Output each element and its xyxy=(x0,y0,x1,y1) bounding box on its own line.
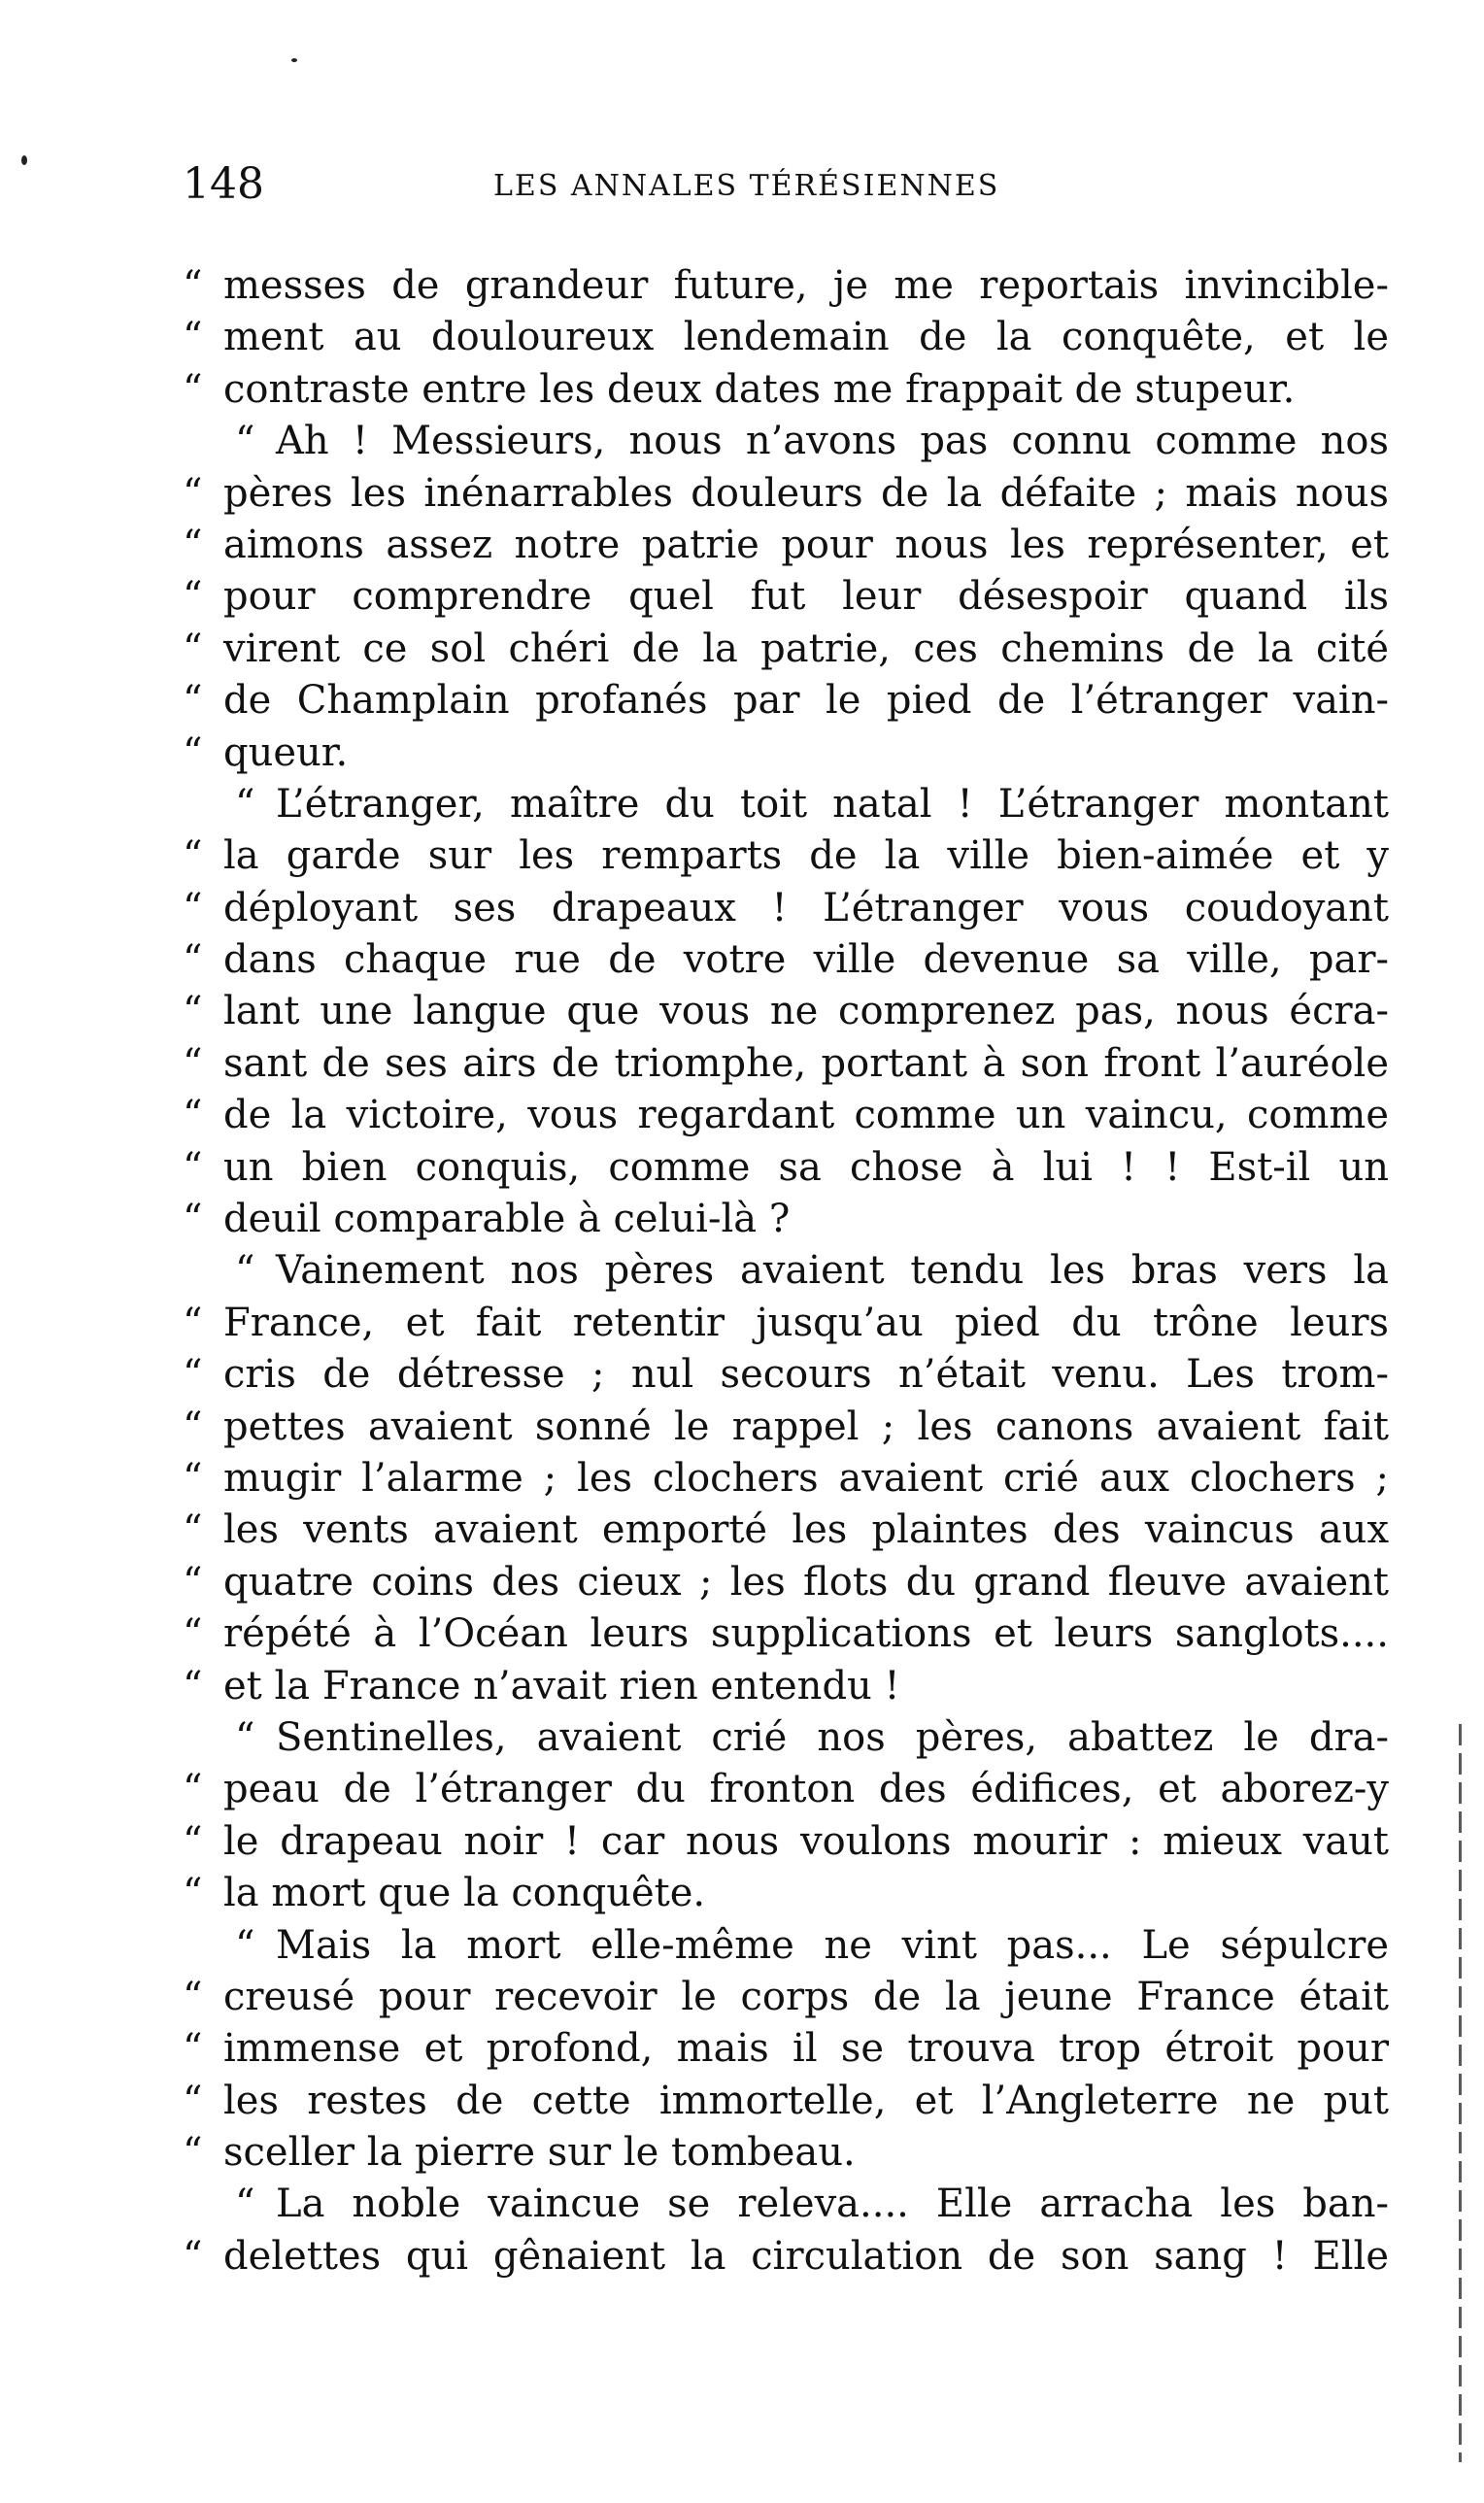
text-line xyxy=(183,1298,1389,1349)
line-text: Ah ! Messieurs, nous n’avons pas connu comme nos xyxy=(276,419,1389,464)
line-text: pères les inénarrables douleurs de la défaite ; mais nous xyxy=(223,470,1389,516)
line-text: delettes qui gênaient la circulation de son sang ! Elle xyxy=(223,2233,1389,2279)
quote-mark: “ xyxy=(235,2182,255,2227)
quote-mark: “ xyxy=(183,2130,203,2176)
margin-scan-artifact xyxy=(1459,1724,1462,2462)
quote-mark: “ xyxy=(183,626,203,671)
text-line xyxy=(183,1712,1389,1764)
text-line xyxy=(183,312,1389,363)
text-line xyxy=(183,624,1389,675)
scan-speck xyxy=(291,58,297,62)
line-text: ment au douloureux lendemain de la conquête, et le xyxy=(223,315,1389,360)
line-text: immense et profond, mais il se trouva trop étroit pour xyxy=(223,2026,1389,2072)
quote-mark: “ xyxy=(183,263,203,308)
line-text: Mais la mort elle-même ne vint pas... Le sépulcre xyxy=(276,1922,1389,1968)
line-text: et la France n’avait rien entendu ! xyxy=(223,1663,900,1708)
quote-mark: “ xyxy=(183,574,203,620)
text-line xyxy=(183,468,1389,520)
quote-mark: “ xyxy=(235,781,255,827)
line-text: aimons assez notre patrie pour nous les représenter, et xyxy=(223,522,1389,567)
line-text: sceller la pierre sur le tombeau. xyxy=(223,2130,856,2176)
quote-mark: “ xyxy=(183,1197,203,1242)
quote-mark: “ xyxy=(183,1093,203,1138)
quote-mark: “ xyxy=(183,2026,203,2072)
text-line xyxy=(183,986,1389,1037)
line-text: la garde sur les remparts de la ville bien-aimée et y xyxy=(223,833,1389,879)
quote-mark: “ xyxy=(183,2078,203,2123)
text-line xyxy=(183,2127,1389,2179)
line-text: mugir l’alarme ; les clochers avaient crié aux clochers ; xyxy=(223,1455,1389,1501)
quote-mark: “ xyxy=(183,1352,203,1398)
quote-mark: “ xyxy=(183,678,203,724)
quote-mark: “ xyxy=(183,1507,203,1553)
text-line xyxy=(183,571,1389,623)
quote-mark: “ xyxy=(183,1767,203,1812)
quote-mark: “ xyxy=(183,1300,203,1345)
quote-mark: “ xyxy=(183,470,203,516)
quote-mark: “ xyxy=(183,833,203,879)
quote-mark: “ xyxy=(183,1818,203,1864)
line-text: de la victoire, vous regardant comme un vaincu, comme xyxy=(223,1093,1389,1138)
text-line xyxy=(183,1194,1389,1245)
line-text: contraste entre les deux dates me frappait de stupeur. xyxy=(223,366,1296,412)
line-text: Vainement nos pères avaient tendu les bras vers la xyxy=(276,1248,1389,1294)
line-text: le drapeau noir ! car nous voulons mourir : mieux vaut xyxy=(223,1818,1389,1864)
quote-mark: “ xyxy=(183,1404,203,1449)
line-text: messes de grandeur future, je me reportais invincible- xyxy=(223,263,1389,308)
quote-mark: “ xyxy=(235,1248,255,1294)
quote-mark: “ xyxy=(183,1663,203,1708)
text-line xyxy=(183,675,1389,727)
text-line xyxy=(183,883,1389,934)
text-line xyxy=(183,1038,1389,1090)
running-title: LES ANNALES TÉRÉSIENNES xyxy=(493,169,1000,203)
text-line xyxy=(183,1557,1389,1608)
line-text: quatre coins des cieux ; les flots du grand fleuve avaient xyxy=(223,1559,1389,1605)
line-text: creusé pour recevoir le corps de la jeune France était xyxy=(223,1974,1389,2019)
text-line xyxy=(183,520,1389,571)
text-line xyxy=(183,1245,1389,1297)
text-line xyxy=(183,1920,1389,1972)
text-line xyxy=(183,1661,1389,1712)
quote-mark: “ xyxy=(183,1974,203,2019)
quote-mark: “ xyxy=(183,1871,203,1916)
text-line xyxy=(183,1505,1389,1556)
text-line xyxy=(183,364,1389,416)
quote-mark: “ xyxy=(183,1455,203,1501)
quote-mark: “ xyxy=(235,419,255,464)
text-line xyxy=(183,2076,1389,2127)
body-text xyxy=(183,260,1389,2283)
scan-speck xyxy=(21,155,27,165)
quote-mark: “ xyxy=(183,1144,203,1190)
quote-mark: “ xyxy=(183,366,203,412)
line-text: pour comprendre quel fut leur désespoir quand ils xyxy=(223,574,1389,620)
text-line xyxy=(183,1816,1389,1868)
line-text: dans chaque rue de votre ville devenue sa ville, par- xyxy=(223,937,1389,983)
text-line xyxy=(183,830,1389,882)
text-line xyxy=(183,2023,1389,2075)
quote-mark: “ xyxy=(183,885,203,930)
quote-mark: “ xyxy=(183,522,203,567)
quote-mark: “ xyxy=(183,989,203,1034)
text-line xyxy=(183,2231,1389,2283)
text-line xyxy=(183,779,1389,830)
line-text: la mort que la conquête. xyxy=(223,1871,706,1916)
page-header xyxy=(183,155,1387,214)
text-line xyxy=(183,1608,1389,1660)
line-text: de Champlain profanés par le pied de l’étranger vain- xyxy=(223,678,1389,724)
quote-mark: “ xyxy=(183,315,203,360)
line-text: répété à l’Océan leurs supplications et leurs sanglots.... xyxy=(223,1611,1389,1657)
text-line xyxy=(183,1764,1389,1815)
quote-mark: “ xyxy=(183,729,203,775)
quote-mark: “ xyxy=(183,1040,203,1086)
line-text: La noble vaincue se releva.... Elle arracha les ban- xyxy=(276,2182,1389,2227)
page-number: 148 xyxy=(183,159,264,209)
text-line xyxy=(183,260,1389,312)
line-text: déployant ses drapeaux ! L’étranger vous coudoyant xyxy=(223,885,1389,930)
line-text: queur. xyxy=(223,729,349,775)
line-text: les restes de cette immortelle, et l’Angleterre ne put xyxy=(223,2078,1389,2123)
quote-mark: “ xyxy=(235,1922,255,1968)
text-line xyxy=(183,1402,1389,1453)
line-text: cris de détresse ; nul secours n’était venu. Les trom- xyxy=(223,1352,1389,1398)
text-line xyxy=(183,1349,1389,1401)
text-line xyxy=(183,727,1389,779)
line-text: lant une langue que vous ne comprenez pas, nous écra- xyxy=(223,989,1389,1034)
line-text: Sentinelles, avaient crié nos pères, abattez le dra- xyxy=(276,1714,1389,1760)
text-line xyxy=(183,1972,1389,2023)
text-line xyxy=(183,934,1389,986)
quote-mark: “ xyxy=(183,937,203,983)
line-text: France, et fait retentir jusqu’au pied du trône leurs xyxy=(223,1300,1389,1345)
text-line xyxy=(183,2179,1389,2230)
line-text: L’étranger, maître du toit natal ! L’étranger montant xyxy=(276,781,1389,827)
text-line xyxy=(183,1142,1389,1194)
quote-mark: “ xyxy=(183,1559,203,1605)
line-text: virent ce sol chéri de la patrie, ces chemins de la cité xyxy=(223,626,1389,671)
line-text: un bien conquis, comme sa chose à lui ! ! Est-il un xyxy=(223,1144,1389,1190)
text-line xyxy=(183,416,1389,467)
line-text: pettes avaient sonné le rappel ; les canons avaient fait xyxy=(223,1404,1389,1449)
text-line xyxy=(183,1868,1389,1919)
quote-mark: “ xyxy=(235,1714,255,1760)
line-text: peau de l’étranger du fronton des édifices, et aborez-y xyxy=(223,1767,1389,1812)
line-text: deuil comparable à celui-là ? xyxy=(223,1197,791,1242)
line-text: sant de ses airs de triomphe, portant à son front l’auréole xyxy=(223,1040,1389,1086)
line-text: les vents avaient emporté les plaintes des vaincus aux xyxy=(223,1507,1389,1553)
text-line xyxy=(183,1090,1389,1141)
quote-mark: “ xyxy=(183,2233,203,2279)
quote-mark: “ xyxy=(183,1611,203,1657)
text-line xyxy=(183,1453,1389,1505)
